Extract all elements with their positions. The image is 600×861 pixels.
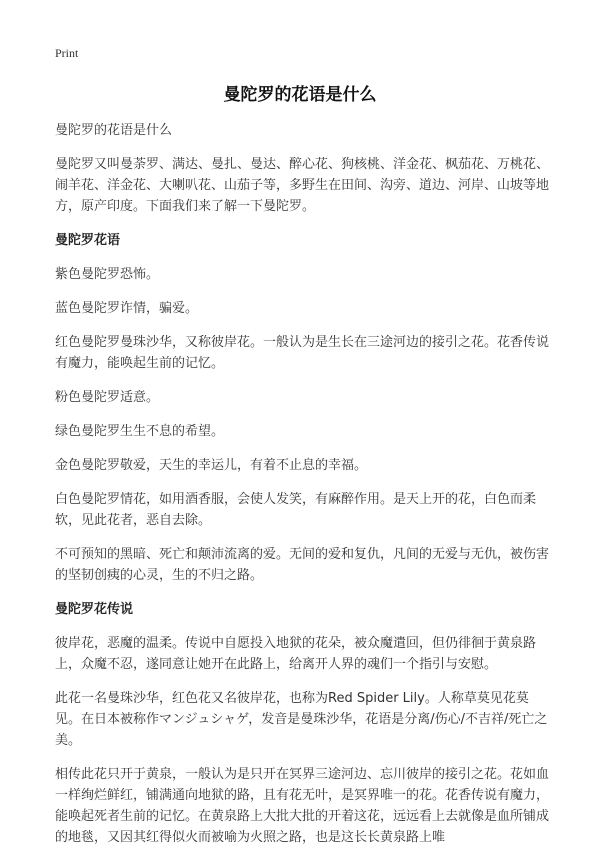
paragraph: 不可预知的黑暗、死亡和颠沛流离的爱。无间的爱和复仇，凡间的无爱与无仇，被伤害的坚韧创痍的心灵，生的不归之路。 [55,547,550,583]
paragraph: 蓝色曼陀罗诈情，骗爱。 [55,301,199,316]
paragraph: 金色曼陀罗敬爱，天生的幸运儿，有着不止息的幸福。 [55,458,368,473]
paragraph: 相传此花只开于黄泉，一般认为是只开在冥界三途河边、忘川彼岸的接引之花。花如血一样绚烂鲜红，铺满通向地狱的路，且有花无叶，是冥界唯一的花。花香传说有魔力，能唤起死者生前的记忆。在黄泉路上大批大批的开着这花，远远看上去就像是血所铺成的地毯，又因其红得似火而被喻为火照之路，也是这长长黄泉路上唯 [55,767,550,845]
section-heading-legend: 曼陀罗花传说 [55,602,134,617]
paragraph: 此花一名曼珠沙华，红色花又名彼岸花，也称为Red Spider Lily。人称草莫见花莫见。在日本被称作マンジュシャゲ，发音是曼珠沙华，花语是分离/伤心/不吉祥/死亡之美。 [55,691,548,748]
paragraph: 红色曼陀罗曼珠沙华，又称彼岸花。一般认为是生长在三途河边的接引之花。花香传说有魔力，能唤起生前的记忆。 [55,335,550,371]
article-subtitle: 曼陀罗的花语是什么 [55,123,173,138]
paragraph: 粉色曼陀罗适意。 [55,390,160,405]
paragraph: 白色曼陀罗情花，如用酒香服，会使人发笑，有麻醉作用。是天上开的花，白色而柔软，见此花者，恶自去除。 [55,492,537,528]
print-link[interactable]: Print [55,46,79,60]
section-heading-flower-language: 曼陀罗花语 [55,233,121,248]
article-body [55,120,550,861]
page-title: 曼陀罗的花语是什么 [223,85,377,105]
paragraph: 彼岸花，恶魔的温柔。传说中自愿投入地狱的花朵，被众魔遣回，但仍徘徊于黄泉路上，众魔不忍，遂同意让她开在此路上，给离开人界的魂们一个指引与安慰。 [55,636,537,672]
paragraph: 紫色曼陀罗恐怖。 [55,267,160,282]
paragraph: 绿色曼陀罗生生不息的希望。 [55,424,225,439]
intro-paragraph: 曼陀罗又叫曼荼罗、满达、曼扎、曼达、醉心花、狗核桃、洋金花、枫茄花、万桃花、闹羊花、洋金花、大喇叭花、山茄子等，多野生在田间、沟旁、道边、河岸、山坡等地方，原产印度。下面我们来了解一下曼陀罗。 [55,157,550,214]
